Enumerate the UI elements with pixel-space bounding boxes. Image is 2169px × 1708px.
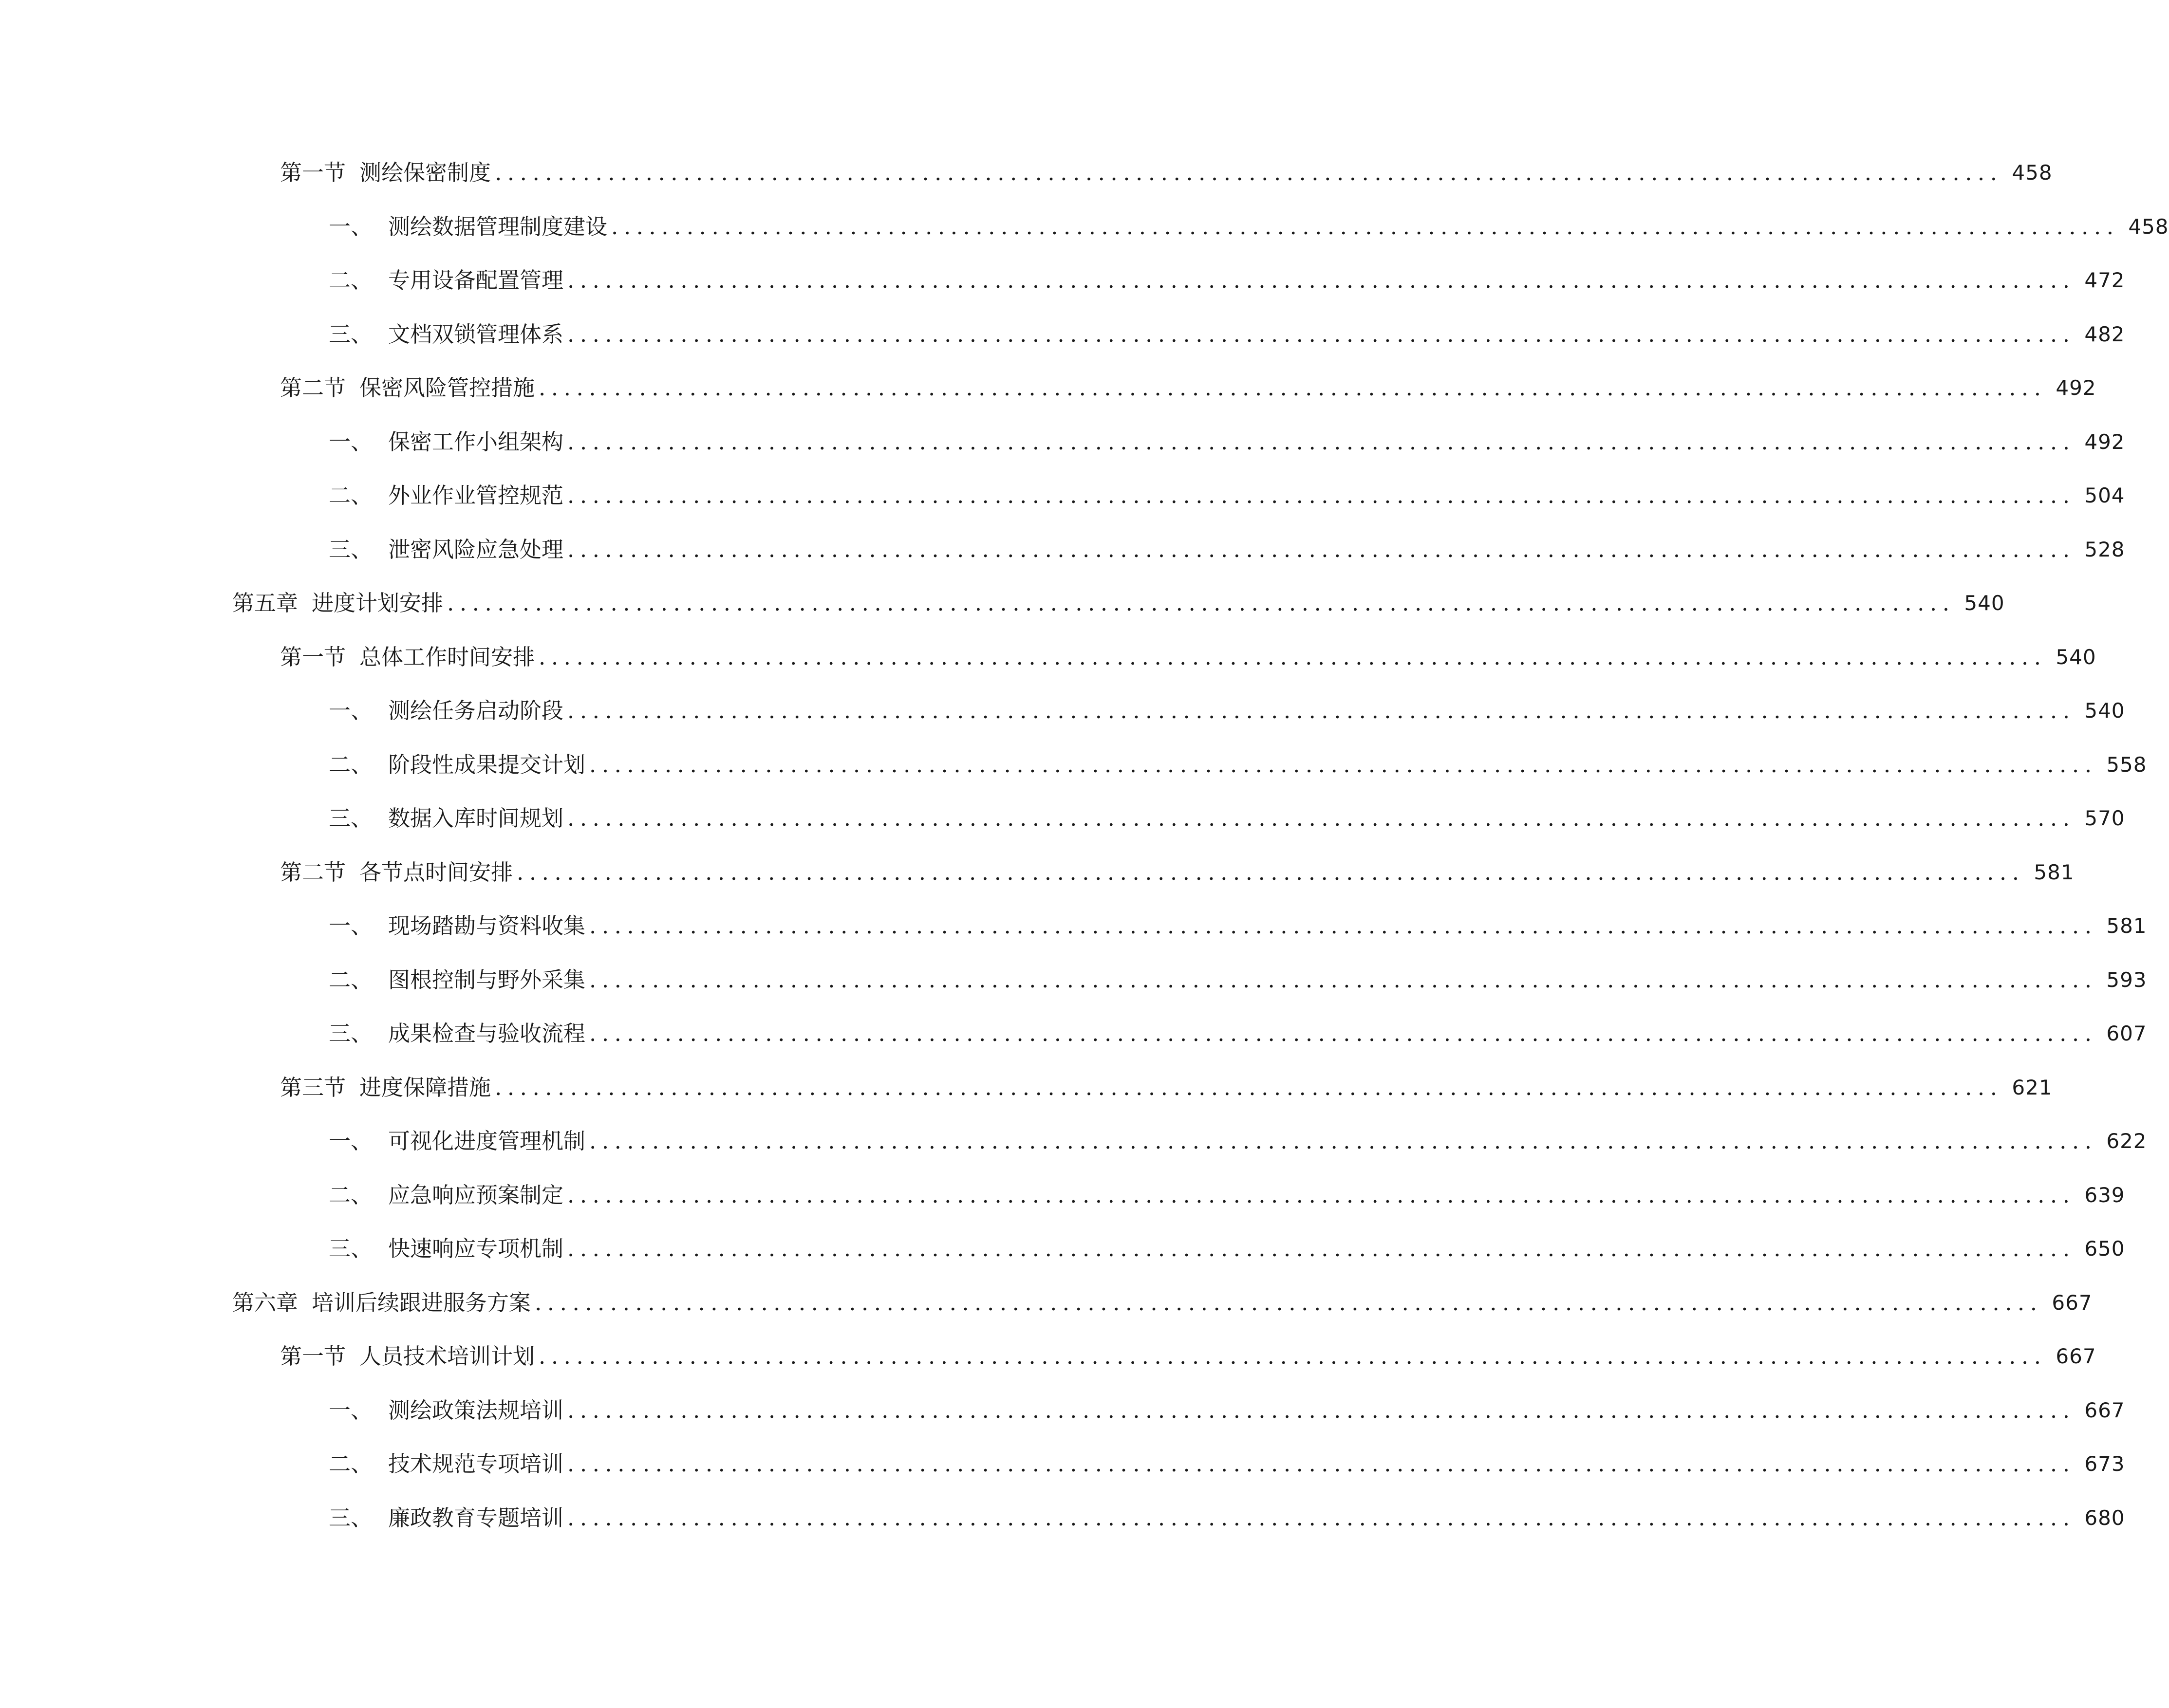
- toc-page-number: 581: [2106, 914, 2147, 938]
- toc-entry-number: 二、: [329, 1451, 373, 1477]
- dot-leader: ........................................................................................................................: [447, 590, 1955, 616]
- toc-entry-title: 进度计划安排: [312, 590, 444, 616]
- toc-entry[interactable]: [329, 525, 2125, 564]
- toc-entry[interactable]: [329, 1494, 2125, 1533]
- toc-entry-label: [329, 427, 567, 457]
- toc-entry-label: [329, 750, 589, 780]
- toc-entry[interactable]: [329, 956, 2147, 995]
- toc-page-number: 621: [2012, 1076, 2053, 1099]
- toc-page-number: 492: [2084, 430, 2125, 454]
- toc-entry-title: 数据入库时间规划: [388, 805, 564, 831]
- toc-entry-number: 第一节: [280, 160, 346, 186]
- toc-entry-number: 三、: [329, 1505, 373, 1531]
- toc-entry-title: 快速响应专项机制: [388, 1236, 564, 1262]
- toc-entry-title: 测绘任务启动阶段: [388, 698, 564, 724]
- toc-entry-label: [280, 1073, 495, 1102]
- toc-entry[interactable]: [329, 471, 2125, 510]
- toc-entry-number: 一、: [329, 913, 373, 939]
- toc-entry-number: 三、: [329, 1021, 373, 1046]
- toc-entry-title: 培训后续跟进服务方案: [312, 1290, 531, 1316]
- toc-entry-label: [329, 1019, 589, 1048]
- toc-entry-number: 第一节: [280, 644, 346, 670]
- toc-entry-title: 阶段性成果提交计划: [388, 752, 586, 778]
- toc-entry-title: 总体工作时间安排: [359, 644, 535, 670]
- toc-entry-title: 测绘政策法规培训: [388, 1397, 564, 1423]
- toc-entry[interactable]: [280, 1332, 2096, 1371]
- toc-entry[interactable]: [232, 579, 2005, 618]
- toc-entry[interactable]: [329, 741, 2147, 780]
- toc-page-number: 667: [2056, 1344, 2096, 1368]
- toc-entry-number: 一、: [329, 1397, 373, 1423]
- toc-entry[interactable]: [329, 687, 2125, 725]
- toc-page-number: 673: [2084, 1452, 2125, 1476]
- toc-page-number: 458: [2128, 215, 2169, 239]
- toc-page-number: 593: [2106, 968, 2147, 992]
- dot-leader: ........................................................................................................................: [611, 214, 2119, 240]
- toc-entry[interactable]: [280, 633, 2096, 672]
- toc-entry-title: 保密工作小组架构: [388, 429, 564, 455]
- toc-entry-number: 第三节: [280, 1075, 346, 1100]
- toc-entry[interactable]: [232, 1279, 2093, 1318]
- toc-entry-label: [329, 965, 589, 995]
- toc-entry-title: 人员技术培训计划: [359, 1343, 535, 1369]
- toc-entry[interactable]: [280, 364, 2096, 403]
- toc-page-number: 639: [2084, 1183, 2125, 1207]
- dot-leader: ........................................................................................................................: [495, 1075, 2003, 1100]
- toc-entry-label: [329, 696, 567, 725]
- toc-entry-label: [329, 1396, 567, 1425]
- dot-leader: ........................................................................................................................: [567, 321, 2076, 347]
- dot-leader: ........................................................................................................................: [589, 752, 2097, 778]
- toc-entry-label: [329, 1449, 567, 1479]
- toc-entry-title: 图根控制与野外采集: [388, 967, 586, 993]
- toc-entry-title: 成果检查与验收流程: [388, 1021, 586, 1046]
- toc-entry-label: [329, 1234, 567, 1263]
- toc-entry[interactable]: [329, 418, 2125, 457]
- toc-page-number: 540: [1964, 591, 2005, 615]
- toc-entry-number: 一、: [329, 698, 373, 724]
- dot-leader: ........................................................................................................................: [495, 160, 2003, 186]
- toc-page-number: 472: [2084, 268, 2125, 292]
- toc-entry[interactable]: [329, 256, 2125, 295]
- toc-entry-title: 技术规范专项培训: [388, 1451, 564, 1477]
- dot-leader: ........................................................................................................................: [567, 1451, 2076, 1477]
- dot-leader: ........................................................................................................................: [567, 1505, 2076, 1531]
- dot-leader: ........................................................................................................................: [589, 913, 2097, 939]
- toc-entry-number: 一、: [329, 429, 373, 455]
- toc-entry-number: 三、: [329, 805, 373, 831]
- dot-leader: ........................................................................................................................: [567, 1182, 2076, 1208]
- toc-entry-label: [280, 858, 517, 887]
- toc-entry-number: 一、: [329, 214, 373, 240]
- toc-page-number: 558: [2106, 753, 2147, 777]
- toc-entry-title: 测绘保密制度: [359, 160, 491, 186]
- toc-entry-number: 一、: [329, 1128, 373, 1154]
- toc-page-number: 540: [2056, 645, 2096, 669]
- toc-entry[interactable]: [329, 1171, 2125, 1210]
- toc-page-number: 680: [2084, 1506, 2125, 1530]
- toc-entry-title: 廉政教育专题培训: [388, 1505, 564, 1531]
- toc-entry[interactable]: [329, 1440, 2125, 1479]
- toc-entry[interactable]: [329, 1386, 2125, 1425]
- toc-entry-label: [329, 1127, 589, 1156]
- toc-entry-number: 第一节: [280, 1343, 346, 1369]
- toc-entry-number: 二、: [329, 483, 373, 508]
- toc-page-number: 528: [2084, 538, 2125, 561]
- toc-page-number: 667: [2084, 1398, 2125, 1422]
- toc-entry-number: 二、: [329, 267, 373, 293]
- toc-entry-number: 第六章: [232, 1290, 299, 1316]
- toc-entry-number: 第二节: [280, 375, 346, 401]
- toc-entry[interactable]: [329, 1117, 2147, 1156]
- toc-entry-title: 专用设备配置管理: [388, 267, 564, 293]
- toc-entry-label: [280, 158, 495, 187]
- toc-entry-number: 二、: [329, 1182, 373, 1208]
- toc-entry-title: 外业作业管控规范: [388, 483, 564, 508]
- dot-leader: ........................................................................................................................: [539, 644, 2047, 670]
- toc-page-number: 540: [2084, 699, 2125, 723]
- toc-entry[interactable]: [329, 203, 2169, 241]
- dot-leader: ........................................................................................................................: [589, 967, 2097, 993]
- toc-page-number: 458: [2012, 161, 2053, 185]
- toc-entry-title: 各节点时间安排: [359, 859, 513, 885]
- toc-page-number: 650: [2084, 1237, 2125, 1261]
- toc-entry-label: [280, 643, 539, 672]
- dot-leader: ........................................................................................................................: [567, 267, 2076, 293]
- toc-entry-title: 现场踏勘与资料收集: [388, 913, 586, 939]
- toc-entry[interactable]: [329, 902, 2147, 941]
- dot-leader: ........................................................................................................................: [567, 698, 2076, 724]
- toc-entry-title: 泄密风险应急处理: [388, 537, 564, 562]
- dot-leader: ........................................................................................................................: [517, 859, 2025, 885]
- toc-entry[interactable]: [329, 794, 2125, 833]
- dot-leader: ........................................................................................................................: [567, 537, 2076, 562]
- toc-page-number: 570: [2084, 806, 2125, 830]
- toc-entry[interactable]: [280, 1063, 2053, 1102]
- toc-entry[interactable]: [280, 149, 2053, 187]
- toc-entry-number: 二、: [329, 752, 373, 778]
- toc-entry-title: 应急响应预案制定: [388, 1182, 564, 1208]
- toc-entry-label: [280, 1342, 539, 1371]
- toc-entry-number: 二、: [329, 967, 373, 993]
- toc-entry-label: [232, 589, 447, 618]
- dot-leader: ........................................................................................................................: [567, 805, 2076, 831]
- toc-entry-title: 进度保障措施: [359, 1075, 491, 1100]
- toc-entry-label: [329, 266, 567, 295]
- toc-entry-label: [329, 320, 567, 349]
- toc-entry-label: [329, 1504, 567, 1533]
- dot-leader: ........................................................................................................................: [567, 1397, 2076, 1423]
- toc-entry-label: [329, 804, 567, 833]
- dot-leader: ........................................................................................................................: [539, 375, 2047, 401]
- toc-entry-number: 三、: [329, 1236, 373, 1262]
- toc-page-number: 607: [2106, 1021, 2147, 1045]
- toc-page-number: 581: [2034, 860, 2075, 884]
- toc-page-number: 504: [2084, 483, 2125, 507]
- toc-entry-label: [329, 212, 611, 241]
- dot-leader: ........................................................................................................................: [535, 1290, 2043, 1316]
- toc-entry-number: 三、: [329, 537, 373, 562]
- toc-entry-title: 测绘数据管理制度建设: [388, 214, 608, 240]
- toc-entry[interactable]: [329, 310, 2125, 349]
- toc-entry[interactable]: [329, 1225, 2125, 1263]
- dot-leader: ........................................................................................................................: [567, 1236, 2076, 1262]
- dot-leader: ........................................................................................................................: [567, 483, 2076, 508]
- toc-page-number: 492: [2056, 376, 2096, 400]
- dot-leader: ........................................................................................................................: [567, 429, 2076, 455]
- toc-entry-title: 保密风险管控措施: [359, 375, 535, 401]
- dot-leader: ........................................................................................................................: [589, 1021, 2097, 1046]
- toc-entry-label: [329, 481, 567, 510]
- toc-entry-number: 三、: [329, 321, 373, 347]
- toc-entry-label: [329, 1181, 567, 1210]
- toc-page-number: 667: [2052, 1291, 2093, 1315]
- toc-entry-title: 可视化进度管理机制: [388, 1128, 586, 1154]
- toc-entry[interactable]: [329, 1009, 2147, 1048]
- toc-entry-number: 第二节: [280, 859, 346, 885]
- toc-entry-number: 第五章: [232, 590, 299, 616]
- toc-entry-label: [329, 535, 567, 564]
- toc-entry[interactable]: [280, 848, 2075, 887]
- toc-entry-label: [329, 911, 589, 941]
- dot-leader: ........................................................................................................................: [539, 1343, 2047, 1369]
- toc-page-number: 622: [2106, 1129, 2147, 1153]
- dot-leader: ........................................................................................................................: [589, 1128, 2097, 1154]
- toc-entry-label: [232, 1288, 535, 1318]
- toc-entry-title: 文档双锁管理体系: [388, 321, 564, 347]
- toc-page-number: 482: [2084, 322, 2125, 346]
- toc-entry-label: [280, 373, 539, 403]
